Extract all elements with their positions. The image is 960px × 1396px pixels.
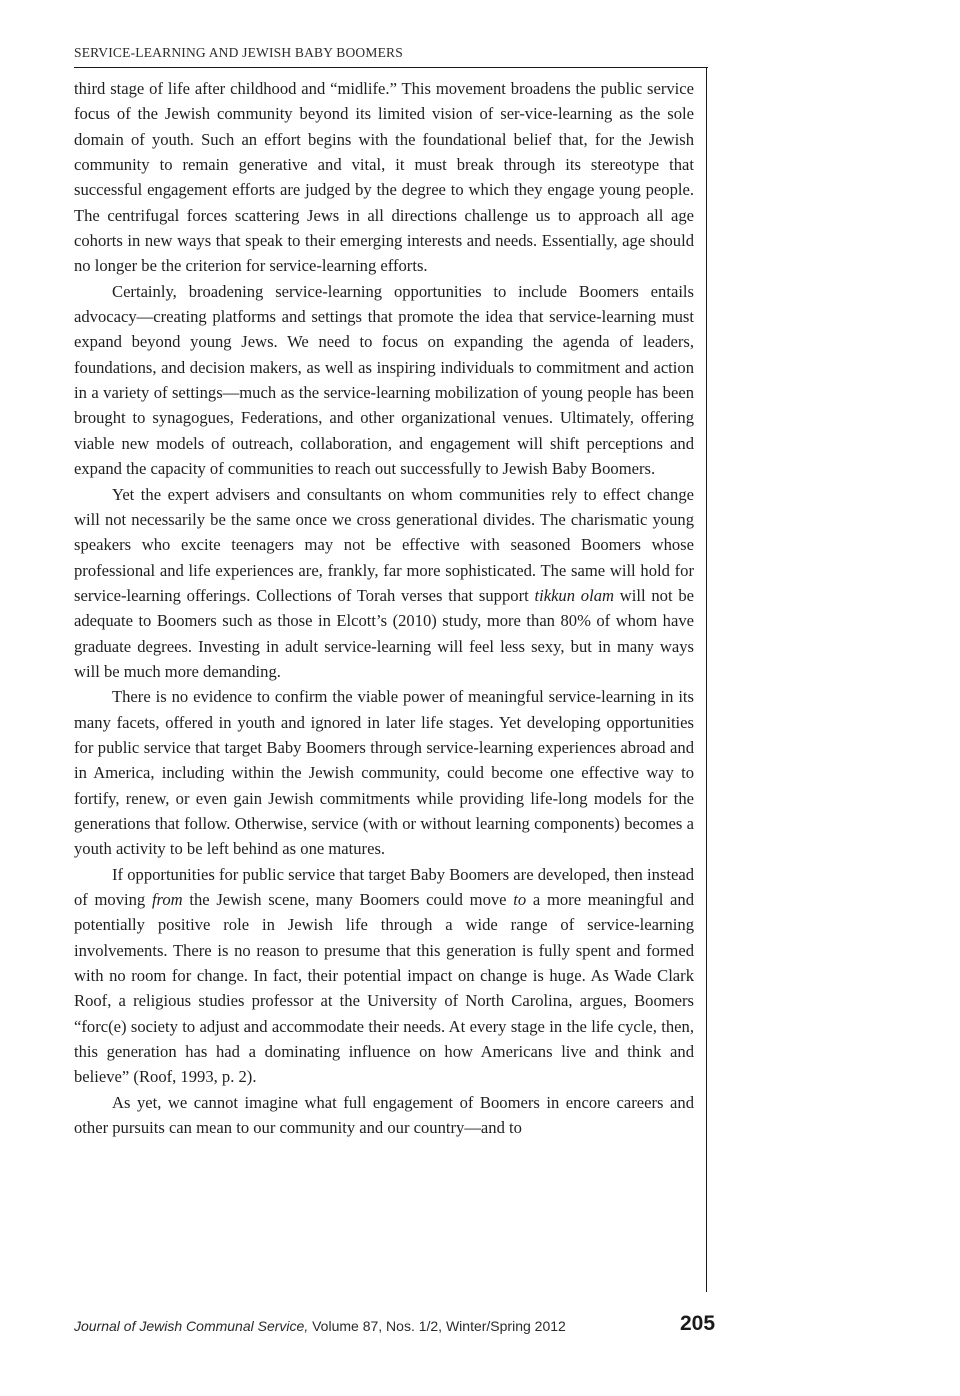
body-text [74,76,694,1140]
top-rule [74,67,708,68]
side-rule [706,67,707,1292]
issue-info: Volume 87, Nos. 1/2, Winter/Spring 2012 [308,1318,566,1334]
italic-text: tikkun olam [534,585,614,605]
paragraph [74,482,694,685]
running-head: SERVICE-LEARNING AND JEWISH BABY BOOMERS [74,45,403,60]
text-run: third stage of life after childhood and “midlife.” This movement broadens the public service focus of the Jewish community beyond its limited vision of ser-vice-learning as the sole domain of youth. Such an effort begins with the foundational belief that, for the Jewish community to remain generative and vital, it must break through its stereotype that successful engagement efforts are judged by the degree to which they engage young people. The centrifugal forces scattering Jews in all directions challenge us to approach all age cohorts in new ways that speak to their emerging interests and needs. Essentially, age should no longer be the criterion for service-learning efforts. [74,79,694,276]
text-run: If opportunities for public service that target Baby Boomers are developed, then instead of moving [74,864,694,909]
journal-title: Journal of Jewish Communal Service, [74,1318,309,1334]
footer [74,1318,714,1334]
text-run: As yet, we cannot imagine what full engagement of Boomers in encore careers and other pursuits can mean to our community and our country—and to [74,1092,694,1138]
paragraph [74,862,694,1090]
page-number: 205 [680,1312,716,1335]
text-run: a more meaningful and potentially positive role in Jewish life through a wide range of service-learning involvements. There is no reason to presume that this generation is fully spent and formed with no room for change. In fact, their potential impact on change is huge. As Wade Clark Roof, a religious studies professor at the University of North Carolina, argues, Boomers “forc(e) society to adjust and accommodate their needs. At every stage in the life cycle, then, this generation has had a dominating influence on how Americans live and think and believe” (Roof, 1993, p. 2). [74,890,694,1087]
text-run: Certainly, broadening service-learning opportunities to include Boomers entails advocacy—creating platforms and settings that promote the idea that service-learning must expand beyond young Jews. We need to focus on expanding the agenda of leaders, foundations, and decision makers, as well as inspiring individuals to commitment and action in a variety of settings—much as the service-learning mobilization of young people has been brought to synagogues, Federations, and other organizational venues. Ultimately, offering viable new models of outreach, collaboration, and engagement will shift perceptions and expand the capacity of communities to reach out successfully to Jewish Baby Boomers. [74,281,694,479]
text-run: the Jewish scene, many Boomers could move [182,890,514,909]
italic-text: to [513,890,527,909]
text-run: There is no evidence to confirm the viable power of meaningful service-learning in its many facets, offered in youth and ignored in later life stages. Yet developing opportunities for public service that target Baby Boomers through service-learning experiences abroad and in America, including within the Jewish community, could become one effective way to fortify, renew, or even gain Jewish commitments while providing life-long models for the generations that follow. Otherwise, service (with or without learning components) becomes a youth activity to be left behind as one matures. [74,687,694,859]
text-run: Yet the expert advisers and consultants on whom communities rely to effect change will not necessarily be the same once we cross generational divides. The charismatic young speakers who excite teenagers may not be effective with seasoned Boomers whose professional and life experiences are, frankly, far more sophisticated. The same will hold for service-learning offerings. Collections of Torah verses that support [74,484,694,605]
paragraph [74,279,694,482]
italic-text: from [151,890,183,909]
text-run: will not be adequate to Boomers such as those in Elcott’s (2010) study, more than 80% of whom have graduate degrees. Investing in adult service-learning will feel less sexy, but in many ways will be much more demanding. [74,585,694,681]
paragraph [74,1090,694,1141]
paragraph [74,684,694,861]
paragraph [74,76,694,279]
